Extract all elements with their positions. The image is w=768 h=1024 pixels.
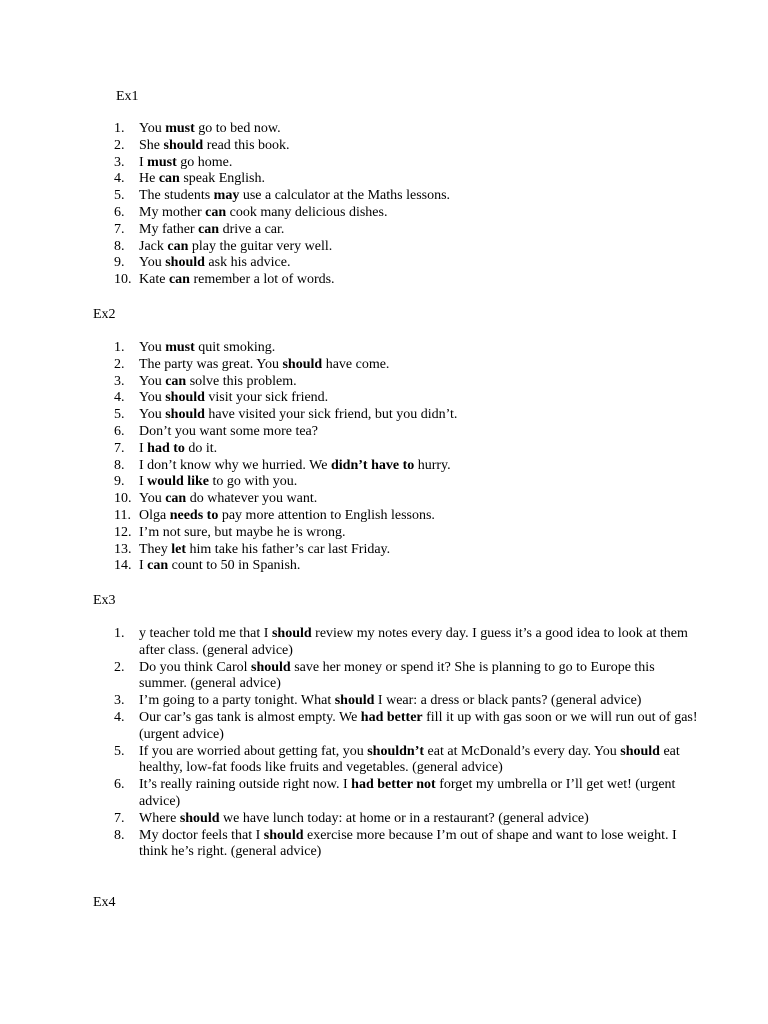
item-number: 11. — [114, 507, 131, 523]
item-text: count to 50 in Spanish. — [168, 558, 301, 574]
item-text: save her money or spend it? She is planning to go to Europe this summer. (general advice) — [139, 659, 655, 692]
modal-verb: had to — [147, 440, 185, 456]
item-text: solve this problem. — [186, 373, 297, 389]
item-text: use a calculator at the Maths lessons. — [239, 188, 451, 204]
item-text: fill it up with gas soon or we will run out of gas! (urgent advice) — [139, 709, 698, 742]
item-text: You — [139, 407, 166, 423]
modal-verb: must — [165, 121, 195, 136]
item-number: 14. — [114, 558, 132, 574]
item-text: read this book. — [203, 137, 290, 153]
ex3-heading: Ex3 — [93, 593, 116, 608]
list-item — [114, 272, 699, 289]
item-text: They — [139, 541, 172, 557]
item-text: Olga — [139, 507, 170, 523]
item-text: Our car’s gas tank is almost empty. We — [139, 709, 361, 725]
item-text: eat healthy, low-fat foods like fruits and vegetables. (general advice) — [139, 743, 680, 776]
item-text: He — [139, 171, 159, 187]
modal-verb: should — [251, 659, 291, 675]
item-number: 9. — [114, 255, 125, 271]
item-number: 4. — [114, 390, 125, 406]
list-item — [114, 340, 699, 357]
list-item — [114, 810, 699, 828]
modal-verb: can — [198, 221, 220, 237]
ex1-heading: Ex1 — [116, 89, 139, 104]
item-number: 8. — [114, 238, 125, 254]
item-text: I — [139, 474, 148, 490]
item-text: If you are worried about getting fat, you — [139, 743, 368, 759]
modal-verb: can — [147, 558, 169, 574]
list-item — [114, 221, 699, 239]
modal-verb: should — [263, 827, 304, 843]
list-item — [114, 238, 699, 256]
item-text: eat at McDonald’s every day. You — [424, 743, 621, 759]
item-number: 1. — [114, 121, 125, 136]
modal-verb: let — [171, 541, 187, 557]
item-number: 5. — [114, 188, 125, 204]
item-number: 3. — [114, 154, 125, 170]
item-text: You — [139, 390, 166, 406]
item-text: I — [139, 558, 148, 574]
ex3-list — [114, 626, 699, 861]
list-item — [114, 507, 699, 525]
list-item — [114, 693, 699, 710]
item-number: 8. — [114, 827, 125, 843]
list-item — [114, 390, 699, 407]
list-item — [114, 204, 699, 222]
list-item — [114, 423, 699, 441]
modal-verb: should — [179, 810, 220, 826]
item-text: Do you think Carol — [139, 659, 251, 675]
item-text: forget my umbrella or I’ll get wet! (urgent advice) — [139, 777, 676, 809]
list-item — [114, 558, 699, 575]
item-number: 1. — [114, 340, 125, 355]
modal-verb: can — [165, 491, 187, 507]
item-text: play the guitar very well. — [188, 238, 333, 254]
list-item — [114, 659, 699, 694]
list-item — [114, 154, 699, 172]
list-item — [114, 524, 699, 542]
list-item — [114, 827, 699, 862]
item-text: visit your sick friend. — [204, 390, 329, 406]
item-text: I wear: a dress or black pants? (general advice) — [374, 693, 642, 709]
item-text: I — [139, 154, 148, 170]
item-text: You — [139, 373, 166, 389]
list-item — [114, 121, 699, 138]
list-item — [114, 491, 699, 508]
item-text: Don’t you want some more tea? — [139, 423, 318, 439]
modal-verb: didn’t have to — [331, 457, 415, 473]
modal-verb: must — [165, 340, 195, 355]
list-item — [114, 474, 699, 491]
modal-verb: would like — [147, 474, 210, 490]
modal-verb: needs to — [169, 507, 219, 523]
item-text: drive a car. — [219, 221, 285, 237]
item-number: 6. — [114, 777, 125, 793]
list-item — [114, 777, 699, 811]
item-text: ask his advice. — [204, 255, 291, 271]
item-number: 5. — [114, 407, 125, 423]
item-text: The party was great. You — [139, 356, 283, 372]
item-text: exercise more because I’m out of shape and want to lose weight. I think he’s right. (general advice) — [139, 827, 677, 860]
item-text: You — [139, 491, 166, 507]
item-text: go home. — [176, 154, 233, 170]
item-text: go to bed now. — [194, 121, 281, 136]
item-number: 13. — [114, 541, 132, 557]
ex2-heading: Ex2 — [93, 307, 116, 322]
item-text: The students — [139, 188, 214, 204]
list-item — [114, 171, 699, 188]
item-text: Kate — [139, 272, 169, 288]
item-text: remember a lot of words. — [189, 272, 335, 288]
item-text: y teacher told me that I — [139, 626, 272, 641]
item-text: have come. — [322, 356, 390, 372]
item-text: My doctor feels that I — [139, 827, 264, 843]
list-item — [114, 255, 699, 272]
item-text: cook many delicious dishes. — [226, 204, 388, 220]
list-item — [114, 457, 699, 475]
item-text: hurry. — [414, 457, 451, 473]
list-item — [114, 407, 699, 424]
modal-verb: may — [213, 188, 240, 204]
item-number: 6. — [114, 204, 125, 220]
modal-verb: should — [163, 137, 204, 153]
item-text: we have lunch today: at home or in a restaurant? (general advice) — [219, 810, 589, 826]
item-text: I don’t know why we hurried. We — [139, 457, 331, 473]
item-text: It’s really raining outside right now. I — [139, 777, 352, 793]
item-number: 2. — [114, 659, 125, 675]
item-text: My father — [139, 221, 199, 237]
modal-verb: can — [205, 204, 227, 220]
item-text: You — [139, 340, 166, 355]
modal-verb: should — [282, 356, 323, 372]
modal-verb: had better not — [351, 777, 436, 793]
modal-verb: can — [158, 171, 180, 187]
item-number: 2. — [114, 137, 125, 153]
modal-verb: had better — [360, 709, 423, 725]
item-number: 7. — [114, 440, 125, 456]
modal-verb: can — [168, 272, 190, 288]
item-text: You — [139, 255, 166, 271]
list-item — [114, 137, 699, 155]
item-text: My mother — [139, 204, 206, 220]
item-number: 6. — [114, 423, 125, 439]
item-number: 3. — [114, 693, 125, 709]
item-text: You — [139, 121, 166, 136]
item-text: him take his father’s car last Friday. — [186, 541, 391, 557]
list-item — [114, 373, 699, 391]
item-number: 10. — [114, 272, 132, 288]
ex2-list — [114, 340, 699, 575]
item-number: 7. — [114, 221, 125, 237]
item-text: pay more attention to English lessons. — [218, 507, 435, 523]
item-text: I’m going to a party tonight. What — [139, 693, 335, 709]
list-item — [114, 709, 699, 744]
modal-verb: should — [165, 407, 205, 423]
list-item — [114, 356, 699, 374]
list-item — [114, 188, 699, 205]
item-number: 4. — [114, 171, 125, 187]
modal-verb: shouldn’t — [367, 743, 425, 759]
modal-verb: should — [334, 693, 375, 709]
modal-verb: can — [165, 373, 187, 389]
item-text: I — [139, 440, 148, 456]
ex4-heading: Ex4 — [93, 895, 116, 910]
list-item — [114, 743, 699, 778]
ex1-list — [114, 121, 699, 289]
item-number: 9. — [114, 474, 125, 490]
item-number: 12. — [114, 524, 132, 540]
item-text: quit smoking. — [194, 340, 276, 355]
modal-verb: should — [620, 743, 660, 759]
modal-verb: should — [271, 626, 312, 641]
modal-verb: can — [167, 238, 189, 254]
item-text: have visited your sick friend, but you didn’t. — [204, 407, 458, 423]
item-text: speak English. — [179, 171, 265, 187]
list-item — [114, 440, 699, 458]
item-number: 2. — [114, 356, 125, 372]
modal-verb: should — [165, 255, 205, 271]
modal-verb: must — [147, 154, 177, 170]
list-item — [114, 626, 699, 660]
item-text: She — [139, 137, 164, 153]
item-text: review my notes every day. I guess it’s a good idea to look at them after class. (general advice) — [139, 626, 688, 658]
item-number: 4. — [114, 709, 125, 725]
item-text: Where — [139, 810, 180, 826]
item-number: 10. — [114, 491, 132, 507]
item-text: Jack — [139, 238, 168, 254]
item-number: 7. — [114, 810, 125, 826]
item-text: do it. — [184, 440, 218, 456]
item-number: 3. — [114, 373, 125, 389]
item-number: 5. — [114, 743, 125, 759]
item-text: do whatever you want. — [186, 491, 318, 507]
modal-verb: should — [165, 390, 205, 406]
item-text: to go with you. — [209, 474, 298, 490]
item-number: 1. — [114, 626, 125, 641]
item-text: I’m not sure, but maybe he is wrong. — [139, 524, 346, 540]
item-number: 8. — [114, 457, 125, 473]
list-item — [114, 541, 699, 559]
